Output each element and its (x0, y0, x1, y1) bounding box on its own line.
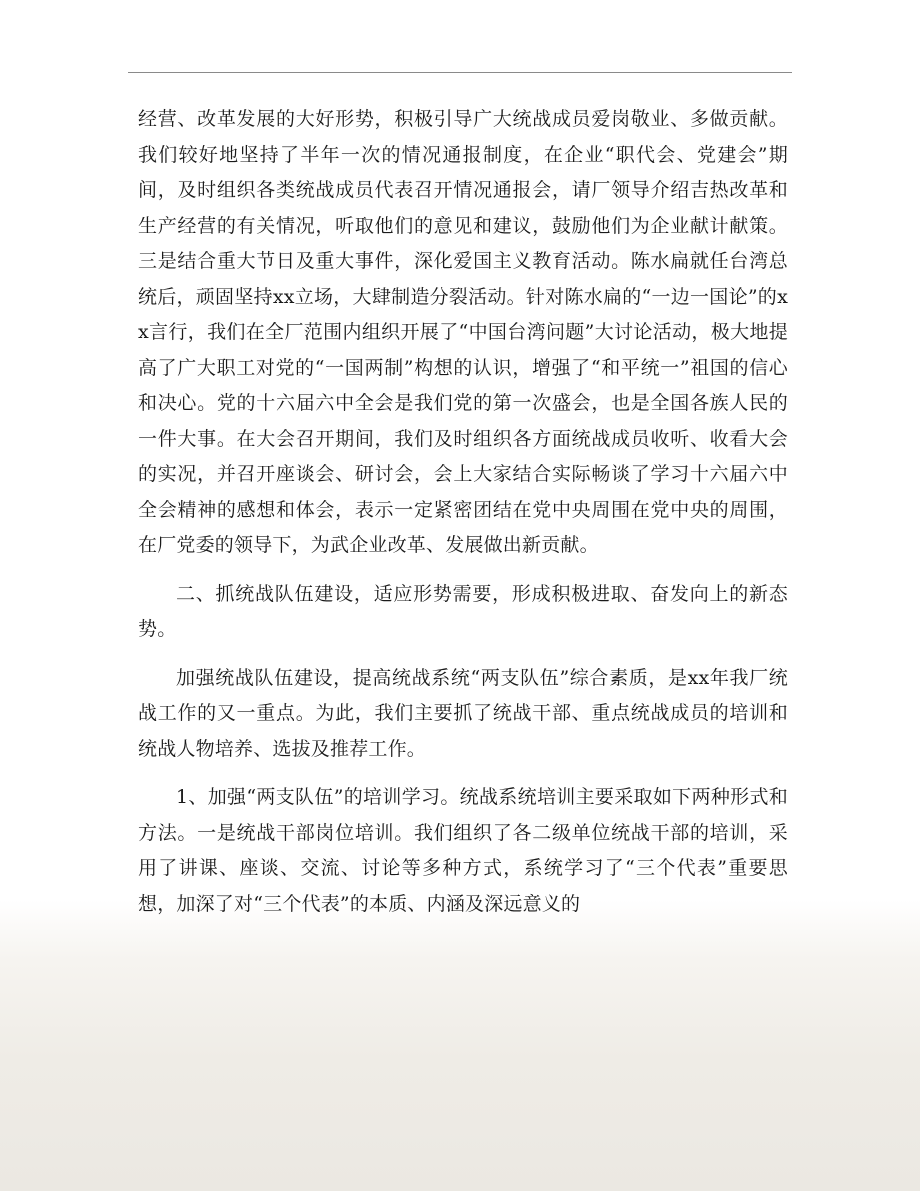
document-body (138, 102, 788, 922)
paragraph-continuation: 经营、改革发展的大好形势，积极引导广大统战成员爱岗敬业、多做贡献。我们较好地坚持了半年一次的情况通报制度，在企业“职代会、党建会”期间，及时组织各类统战成员代表召开情况通报会，请厂领导介绍吉热改革和生产经营的有关情况，听取他们的意见和建议，鼓励他们为企业献计献策。三是结合重大节日及重大事件，深化爱国主义教育活动。陈水扁就任台湾总统后，顽固坚持xx立场，大肆制造分裂活动。针对陈水扁的“一边一国论”的xx言行，我们在全厂范围内组织开展了“中国台湾问题”大讨论活动，极大地提高了广大职工对党的“一国两制”构想的认识，增强了“和平统一”祖国的信心和决心。党的十六届六中全会是我们党的第一次盛会，也是全国各族人民的一件大事。在大会召开期间，我们及时组织各方面统战成员收听、收看大会的实况，并召开座谈会、研讨会，会上大家结合实际畅谈了学习十六届六中全会精神的感想和体会，表示一定紧密团结在党中央周围在党中央的周围，在厂党委的领导下，为武企业改革、发展做出新贡献。 (138, 108, 788, 556)
paragraph-team-building: 加强统战队伍建设，提高统战系统“两支队伍”综合素质，是xx年我厂统战工作的又一重点。为此，我们主要抓了统战干部、重点统战成员的培训和统战人物培养、选拔及推荐工作。 (138, 666, 788, 760)
paragraph-training: 1、加强“两支队伍”的培训学习。统战系统培训主要采取如下两种形式和方法。一是统战干部岗位培训。我们组织了各二级单位统战干部的培训，采用了讲课、座谈、交流、讨论等多种方式，系统学习了“三个代表”重要思想，加深了对“三个代表”的本质、内涵及深远意义的 (138, 786, 788, 915)
header-rule (128, 72, 792, 73)
section-heading: 二、抓统战队伍建设，适应形势需要，形成积极进取、奋发向上的新态势。 (138, 582, 788, 640)
